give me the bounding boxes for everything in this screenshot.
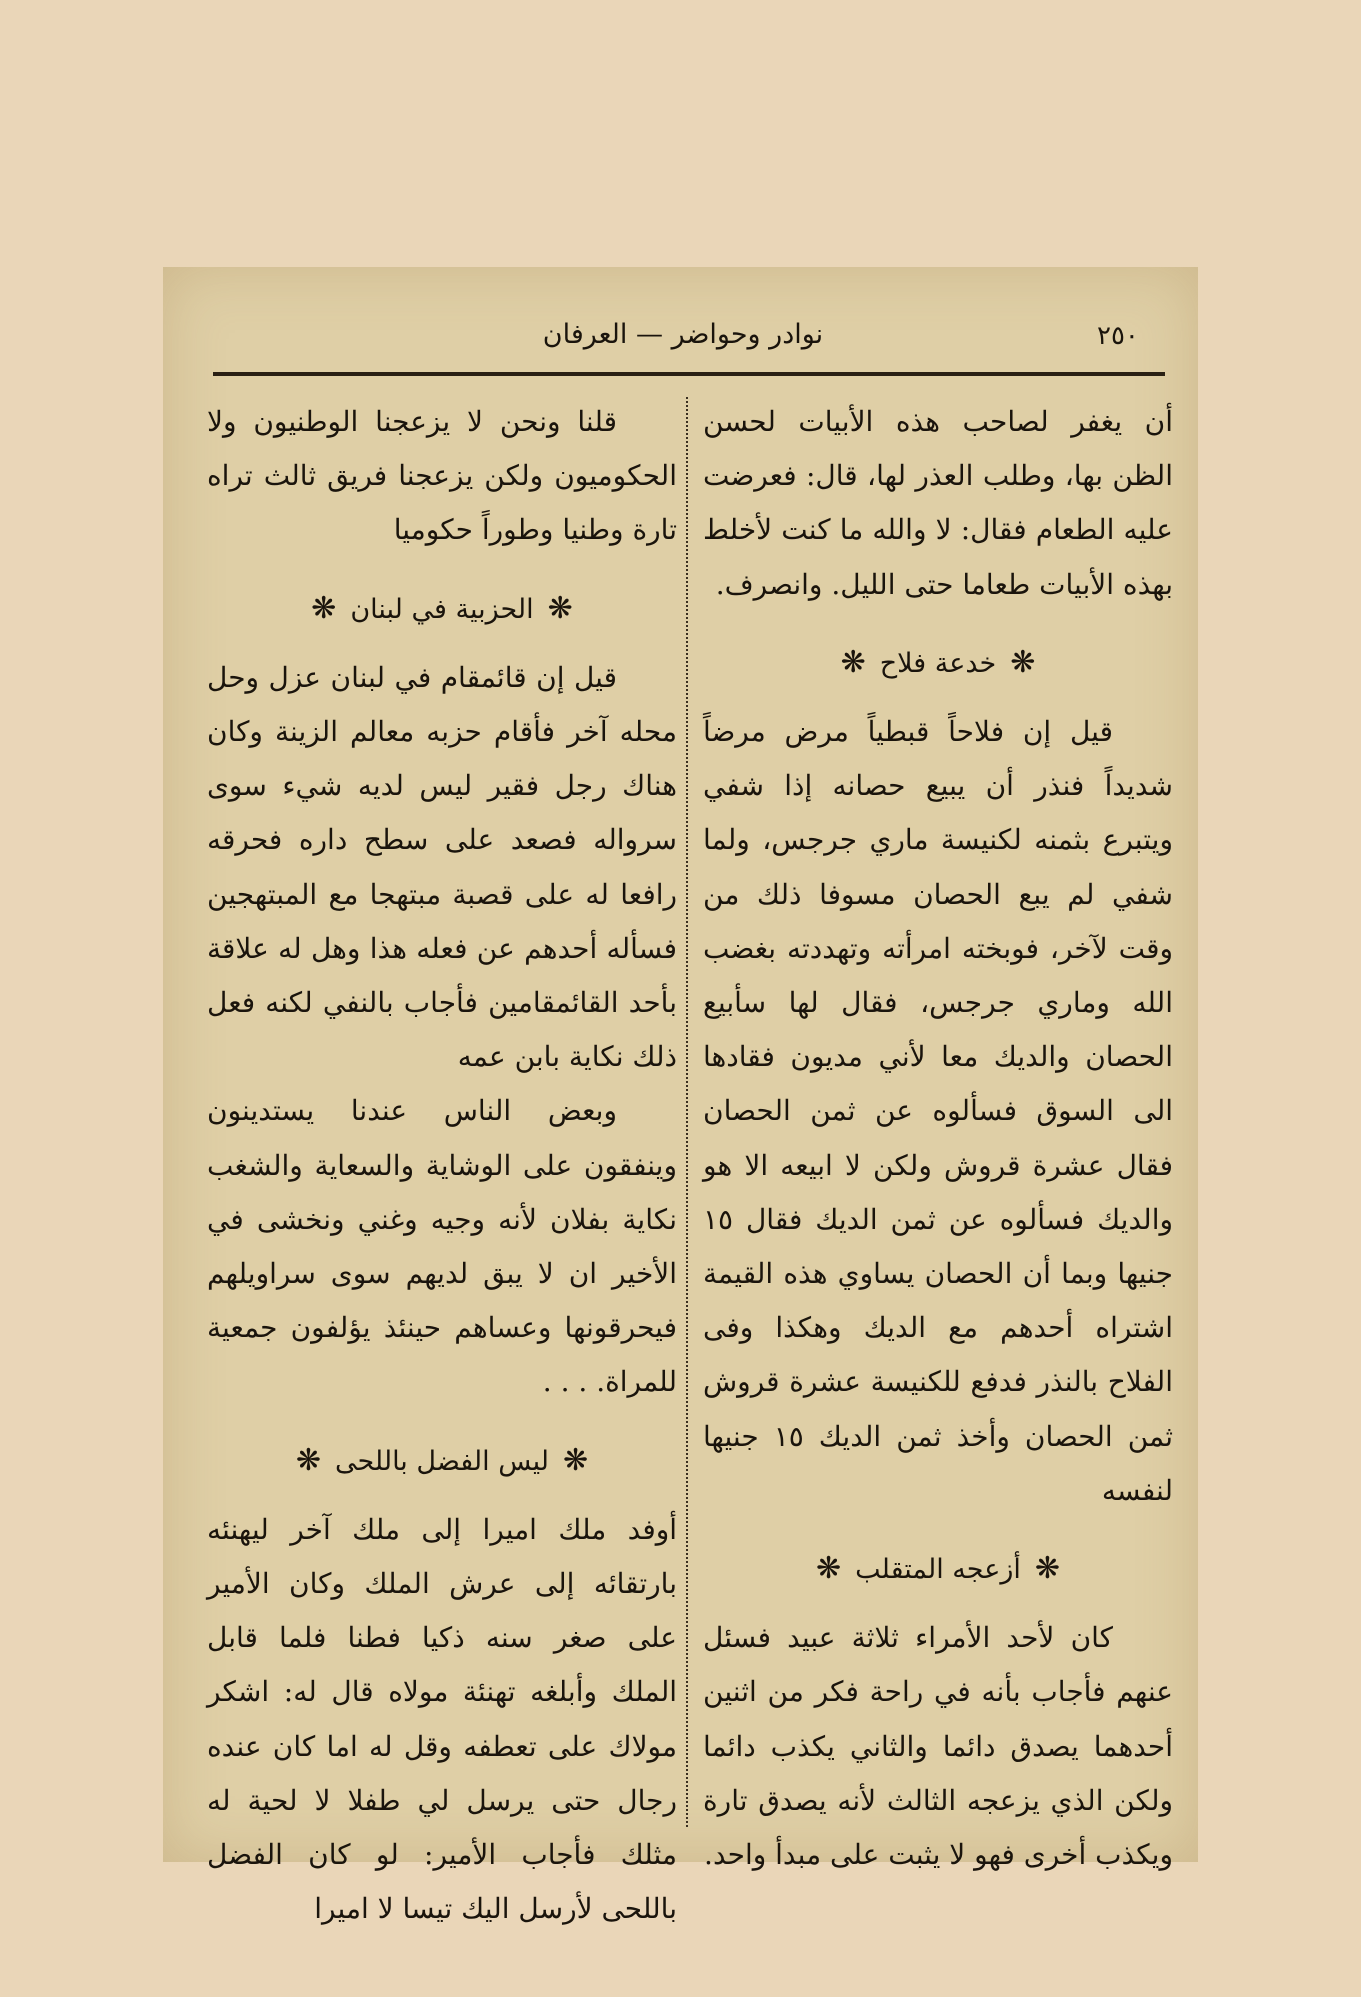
section-title: خدعة فلاح <box>879 647 997 679</box>
right-column <box>703 395 1173 1882</box>
section-title: أزعجه المتقلب <box>855 1554 1021 1586</box>
partisanship-commentary-paragraph: وبعض الناس عندنا يستدينون وينفقون على الوشاية والسعاية والشغب نكاية بفلان لأنه وجيه وغني ونخشى في الأخير ان لا يبق لديهم سوى سراويلهم فيحرقونها وعساهم حينئذ يؤلفون جمعية للمراة. . . . <box>207 1094 677 1399</box>
partisanship-paragraph: قيل إن قائمقام في لبنان عزل وحل محله آخر فأقام حزبه معالم الزينة وكان هناك رجل فقير ليس لديه شيء سوى سرواله فصعد على سطح داره فحرقه رافعا له على قصبة مبتهجا مع المبتهجين فسأله أحدهم عن فعله هذا وهل له علاقة بأحد القائمقامين فأجاب بالنفي لكنه فعل ذلك نكاية بابن عمه <box>207 660 677 1074</box>
left-column <box>207 395 677 1936</box>
column-divider <box>686 397 688 1827</box>
ornament-icon: ❋ <box>311 590 337 626</box>
fickle-paragraph: كان لأحد الأمراء ثلاثة عبيد فسئل عنهم فأجاب بأنه في راحة فكر من اثنين أحدهما يصدق دائما والثاني يكذب دائما ولكن الذي يزعجه الثالث لأنه يصدق تارة ويكذب أخرى فهو لا يثبت على مبدأ واحد. <box>703 1621 1173 1872</box>
ornament-icon: ❋ <box>295 1442 321 1478</box>
left-intro-paragraph: قلنا ونحن لا يزعجنا الوطنيون ولا الحكوميون ولكن يزعجنا فريق ثالث تراه تارة وطنيا وطوراً حكوميا <box>207 405 677 547</box>
ornament-icon: ❋ <box>547 590 573 626</box>
ornament-icon: ❋ <box>840 644 866 680</box>
section-heading-partisanship <box>207 582 677 637</box>
page-number: ٢٥٠ <box>1097 321 1139 351</box>
header-rule <box>213 372 1165 376</box>
ornament-icon: ❋ <box>1034 1551 1060 1587</box>
beards-paragraph: أوفد ملك اميرا إلى ملك آخر ليهنئه بارتقائه إلى عرش الملك وكان الأمير على صغر سنه ذكيا فطنا فلما قابل الملك وأبلغه تهنئة مولاه قال له: اشكر مولاك على تعطفه وقل له اما كان عنده رجال حتى يرسل لي طفلا لا لحية له مثلك فأجاب الأمير: لو كان الفضل باللحى لأرسل اليك تيسا لا اميرا <box>207 1512 677 1926</box>
ornament-icon: ❋ <box>563 1442 589 1478</box>
section-heading-fickle <box>703 1542 1173 1597</box>
section-heading-farmer-trick <box>703 636 1173 691</box>
section-title: ليس الفضل باللحى <box>334 1445 550 1477</box>
ornament-icon: ❋ <box>815 1551 842 1587</box>
running-title: نوادر وحواضر — العرفان <box>542 319 824 350</box>
section-heading-beards <box>207 1434 677 1489</box>
right-intro-paragraph: أن يغفر لصاحب هذه الأبيات لحسن الظن بها، وطلب العذر لها، قال: فعرضت عليه الطعام فقال: لا والله ما كنت لأخلط بهذه الأبيات طعاما حتى الليل. وانصرف. <box>703 405 1173 601</box>
book-page <box>163 267 1198 1926</box>
section-title: الحزبية في لبنان <box>350 593 534 625</box>
farmer-trick-paragraph: قيل إن فلاحاً قبطياً مرض مرضاً شديداً فنذر أن يبيع حصانه إذا شفي ويتبرع بثمنه لكنيسة ماري جرجس، ولما شفي لم يبع الحصان مسوفا ذلك من وقت لآخر، فوبخته امرأته وتهددته بغضب الله وماري جرجس، فقال لها سأبيع الحصان والديك معا لأني مديون فقادها الى السوق فسألوه عن ثمن الحصان فقال عشرة قروش ولكن لا ابيعه الا هو والديك فسألوه عن ثمن الديك فقال ١٥ جنيها وبما أن الحصان يساوي هذه القيمة اشتراه أحدهم مع الديك وهكذا وفى الفلاح بالنذر فدفع للكنيسة عشرة قروش ثمن الحصان وأخذ ثمن الديك ١٥ جنيها لنفسه <box>703 715 1173 1507</box>
ornament-icon: ❋ <box>1010 644 1036 680</box>
